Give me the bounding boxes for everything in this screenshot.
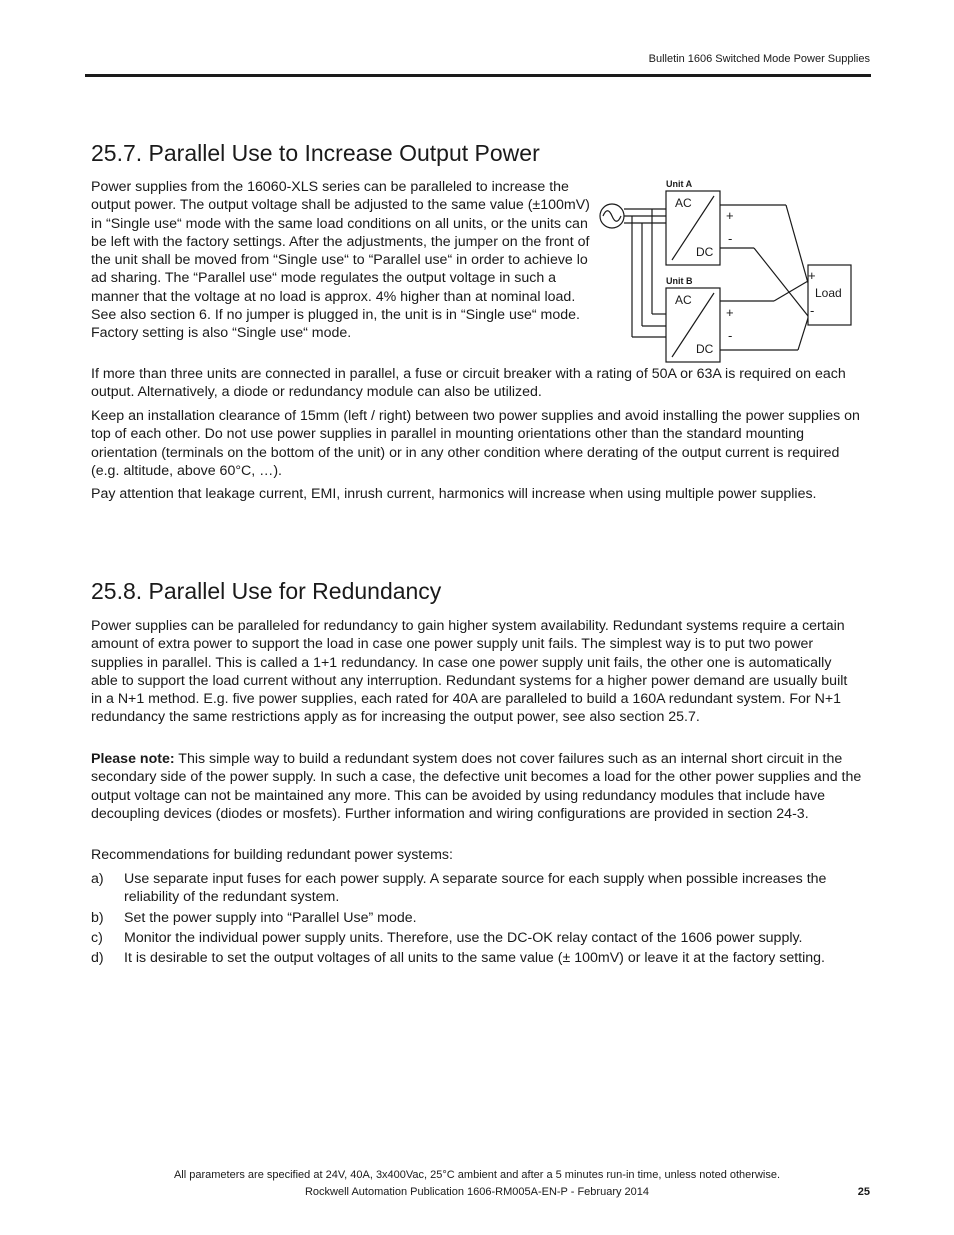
paragraph-please-note	[91, 750, 871, 823]
paragraph-redundancy-intro: Power supplies can be paralleled for redundancy to gain higher system availability. Redundant systems require a certain amount of extra power to support the load in case one power supply unit fails. The simplest way is to put two power supplies in parallel. This is called a 1+1 redundancy. In case one power supply unit fails, the other one is automatically able to support the load current without any interruption. Redundant systems for a higher power demand are usually built in a N+1 method. E.g. five power supplies, each rated for 40A are paralleled to build a 160A redundant system. For N+1 redundancy the same restrictions apply as for increasing the output power, see also section 25.7.	[91, 618, 848, 726]
paragraph-fuse-requirement: If more than three units are connected in parallel, a fuse or circuit breaker with a rating of 50A or 63A is required on each output. Alternatively, a diode or redundancy module can also be utilized.	[91, 366, 846, 401]
unit-a-ac-label: AC	[675, 196, 692, 210]
unit-a-plus-label: +	[726, 208, 734, 223]
section-heading-25-8: 25.8. Parallel Use for Redundancy	[91, 578, 442, 604]
load-plus-label: +	[808, 268, 816, 283]
please-note-label: Please note:	[91, 751, 175, 767]
list-item	[91, 949, 871, 967]
load-label: Load	[815, 286, 842, 300]
footer-publication: Rockwell Automation Publication 1606-RM005A-EN-P - February 2014	[304, 1186, 650, 1198]
list-item-marker: c)	[91, 929, 103, 946]
list-item-text: Set the power supply into “Parallel Use” mode.	[124, 909, 417, 926]
please-note-text: This simple way to build a redundant system does not cover failures such as an internal short circuit in the secondary side of the power supply. In such a case, the defective unit becomes a load for the other power supplies and the output voltage can not be maintained any more. This can be avoided by using redundancy modules that include have decoupling devices (diodes or mosfets). Further information and wiring configurations are provided in section 24-3.	[91, 751, 862, 822]
paragraph-recommendations-intro: Recommendations for building redundant power systems:	[91, 847, 453, 863]
unit-b-ac-label: AC	[675, 293, 692, 307]
paragraph-parallel-intro: Power supplies from the 16060-XLS series can be paralleled to increase the output power. The output voltage shall be adjusted to the same value (±100mV) in “Single use“ mode with the same load conditions on all units, or the units can be left with the factory settings. After the adjustments, the jumper on the front of the unit shall be moved from “Single use“ to “Parallel use“ in order to achieve lo ad sharing. The “Parallel use“ mode regulates the output voltage in such a manner that the voltage at no load is approx. 4% higher than at nominal load. See also section 6. If no jumper is plugged in, the unit is in “Single use“ mode. Factory setting is also “Single use“ mode.	[91, 179, 590, 342]
section-heading-25-7: 25.7. Parallel Use to Increase Output Power	[91, 140, 540, 166]
list-item	[91, 909, 871, 927]
list-item-marker: b)	[91, 909, 104, 926]
parallel-wiring-diagram	[596, 176, 858, 368]
header-rule	[85, 74, 871, 77]
paragraph-installation-clearance: Keep an installation clearance of 15mm (left / right) between two power supplies and avoid installing the power supplies on top of each other. Do not use power supplies in parallel in mounting orientations other than the standard mounting orientation (terminals on the bottom of the unit) or in any other condition where derating of the output current is required (e.g. altitude, above 60°C, …).	[91, 408, 860, 479]
unit-a-dc-label: DC	[696, 245, 714, 259]
unit-a-label: Unit A	[666, 179, 693, 189]
unit-b-dc-label: DC	[696, 342, 714, 356]
unit-b-plus-label: +	[726, 305, 734, 320]
list-item-marker: d)	[91, 950, 104, 967]
list-item	[91, 870, 871, 907]
unit-b-minus-label: -	[728, 328, 733, 343]
load-minus-label: -	[810, 303, 815, 318]
list-item-marker: a)	[91, 871, 104, 887]
header-title: Bulletin 1606 Switched Mode Power Supplies	[648, 53, 870, 65]
list-item	[91, 929, 871, 947]
list-item-text: Use separate input fuses for each power supply. A separate source for each supply when possible increases the reliability of the redundant system.	[124, 871, 827, 906]
paragraph-leakage-current: Pay attention that leakage current, EMI, inrush current, harmonics will increase when using multiple power supplies.	[91, 486, 817, 502]
list-item-text: Monitor the individual power supply units. Therefore, use the DC-OK relay contact of the 1606 power supply.	[124, 929, 803, 946]
page-number: 25	[857, 1186, 870, 1198]
recommendations-list	[91, 870, 871, 969]
unit-a-minus-label: -	[728, 231, 733, 246]
unit-b-label: Unit B	[666, 276, 693, 286]
footer-parameters-note: All parameters are specified at 24V, 40A, 3x400Vac, 25°C ambient and after a 5 minutes run-in time, unless noted otherwise.	[173, 1169, 781, 1181]
list-item-text: It is desirable to set the output voltages of all units to the same value (± 100mV) or leave it at the factory setting.	[124, 950, 825, 967]
